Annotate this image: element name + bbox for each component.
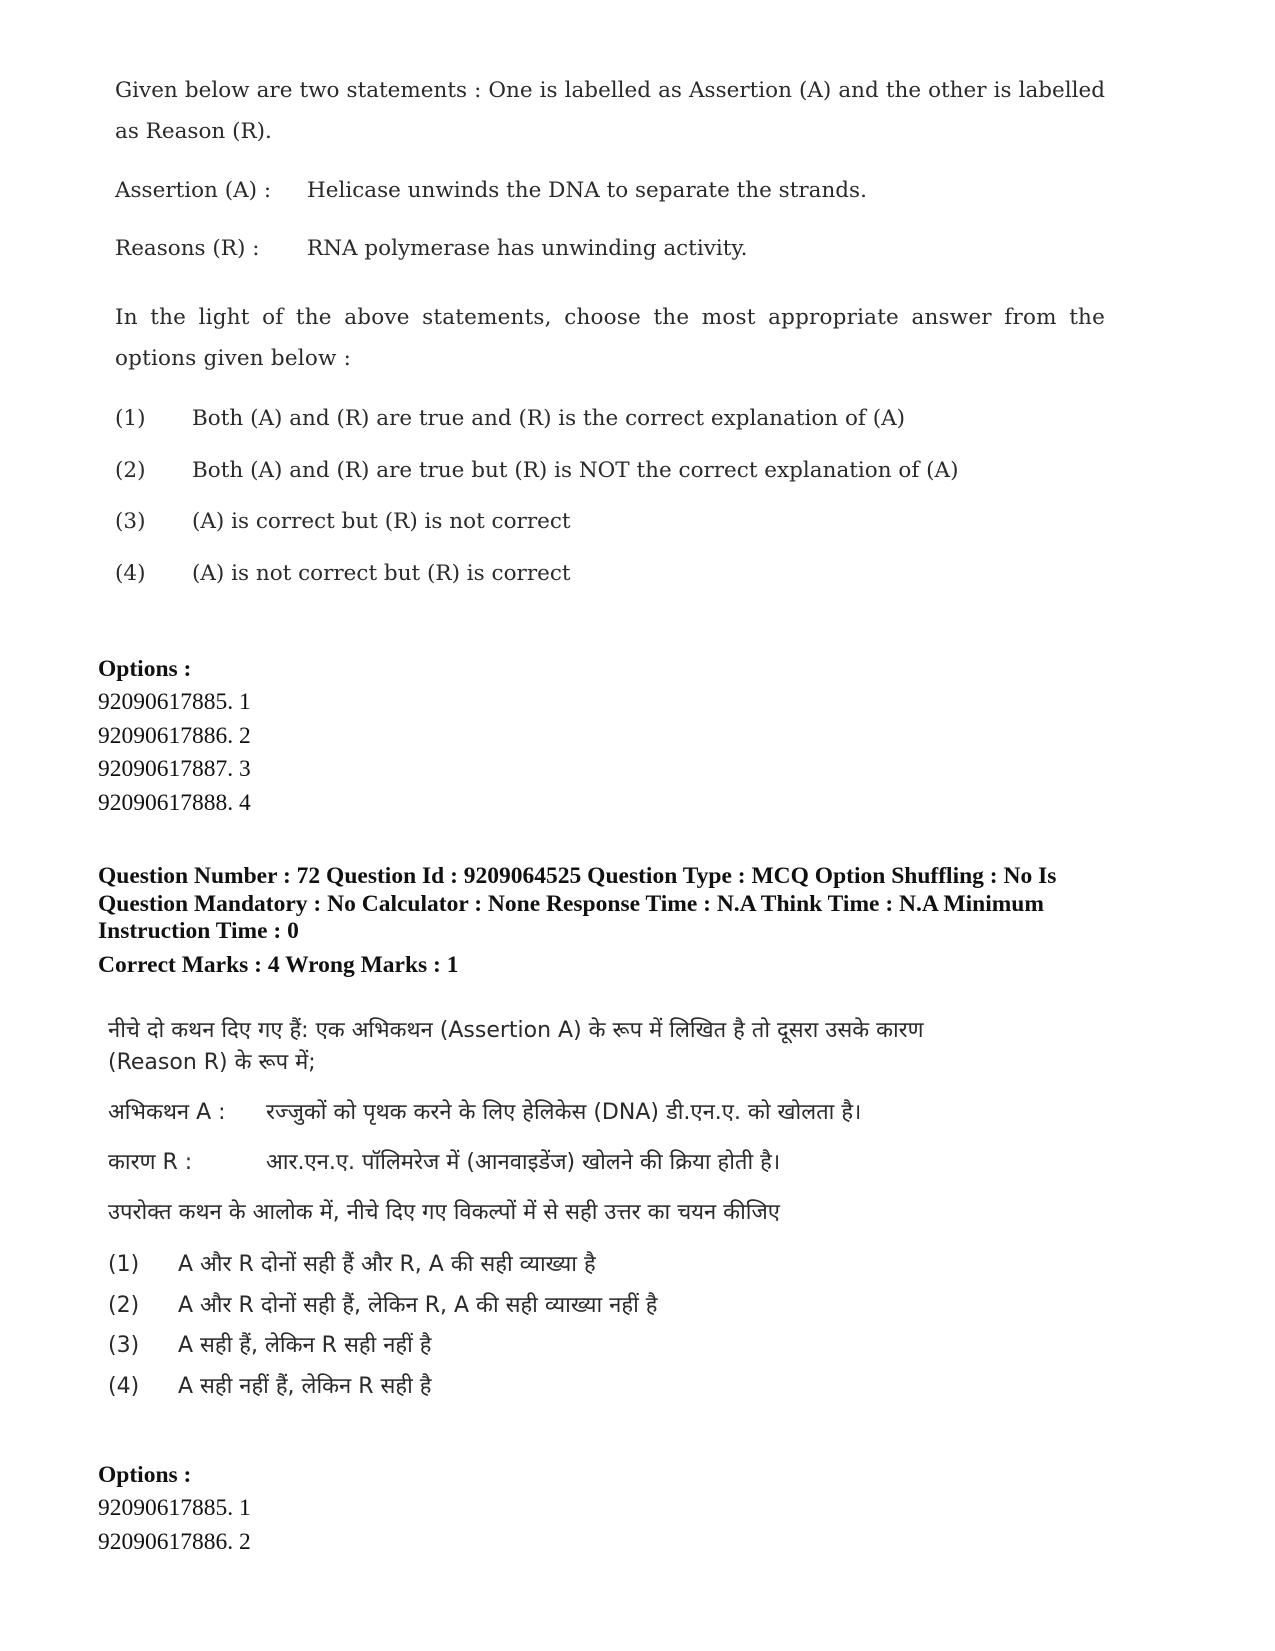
option-id: 92090617885. 1 — [98, 689, 251, 715]
choice-number: (3) — [108, 1333, 140, 1358]
q72-meta — [98, 863, 1148, 979]
q71-choice — [115, 507, 1105, 559]
q72-marks: Correct Marks : 4 Wrong Marks : 1 — [98, 951, 459, 978]
options-heading: Options : — [98, 656, 192, 682]
q72-choice-list — [108, 1249, 1108, 1411]
q71-options — [98, 652, 251, 820]
choice-number: (1) — [108, 1252, 140, 1277]
option-id: 92090617887. 3 — [98, 756, 251, 782]
q72-choice — [108, 1330, 1108, 1371]
q71-question-text: In the light of the above statements, choose the most appropriate answer from the options given below : — [115, 305, 1105, 371]
q72-choice — [108, 1371, 1108, 1412]
option-id: 92090617885. 1 — [98, 1495, 251, 1521]
choice-text: A और R दोनों सही हैं, लेकिन R, A की सही व्याख्या नहीं है — [178, 1292, 658, 1318]
choice-number: (2) — [115, 457, 146, 483]
choice-number: (3) — [115, 509, 146, 534]
q71-choice — [115, 559, 1105, 611]
q72-meta-line: Question Mandatory : No Calculator : None Response Time : N.A Think Time : N.A Minimum — [98, 890, 1044, 917]
q72-choice — [108, 1290, 1108, 1331]
q71-intro: Given below are two statements : One is labelled as Assertion (A) and the other is labelled as Reason (R). — [115, 78, 1105, 144]
q72-assertion-label: अभिकथन A : — [108, 1100, 226, 1125]
choice-text: A सही नहीं हैं, लेकिन R सही है — [178, 1373, 432, 1399]
q71-assertion-text: Helicase unwinds the DNA to separate the strands. — [307, 178, 867, 203]
q72-assertion — [108, 1097, 1108, 1129]
q71-reason-text: RNA polymerase has unwinding activity. — [307, 236, 748, 261]
q72-choice — [108, 1249, 1108, 1290]
q72-reason-label: कारण R : — [108, 1150, 193, 1175]
choice-text: A और R दोनों सही हैं और R, A की सही व्याख्या है — [178, 1252, 596, 1277]
q72-meta-line: Instruction Time : 0 — [98, 918, 299, 944]
choice-text: (A) is not correct but (R) is correct — [192, 560, 571, 586]
q71-reason-label: Reasons (R) : — [115, 236, 260, 261]
choice-number: (1) — [115, 406, 146, 431]
option-id: 92090617888. 4 — [98, 789, 251, 816]
options-heading: Options : — [98, 1462, 192, 1488]
q72-assertion-text: रज्जुकों को पृथक करने के लिए हेलिकेस (DNA) डी.एन.ए. को खोलता है। — [266, 1100, 862, 1125]
q71-assertion-label: Assertion (A) : — [115, 178, 272, 203]
choice-number: (4) — [108, 1373, 140, 1399]
choice-text: Both (A) and (R) are true but (R) is NOT the correct explanation of (A) — [192, 457, 959, 483]
option-id: 92090617886. 2 — [98, 1528, 251, 1555]
choice-text: Both (A) and (R) are true and (R) is the correct explanation of (A) — [192, 406, 906, 431]
q72-reason — [108, 1147, 1108, 1179]
q71-reason — [115, 234, 1105, 264]
q71-assertion — [115, 176, 1105, 206]
choice-text: A सही हैं, लेकिन R सही नहीं है — [178, 1333, 432, 1358]
q72-reason-text: आर.एन.ए. पॉलिमरेज में (आनवाइडेंज) खोलने की क्रिया होती है। — [266, 1150, 781, 1175]
q72-intro-line: (Reason R) के रूप में; — [108, 1050, 316, 1075]
choice-text: (A) is correct but (R) is not correct — [192, 509, 571, 534]
q71-choice — [115, 404, 1105, 456]
q72-question-text: उपरोक्त कथन के आलोक में, नीचे दिए गए विकल्पों में से सही उत्तर का चयन कीजिए — [108, 1200, 780, 1225]
choice-number: (4) — [115, 560, 146, 586]
q71-question-image — [115, 70, 1105, 610]
q71-choice-list — [115, 404, 1105, 610]
choice-number: (2) — [108, 1292, 140, 1318]
q71-choice — [115, 456, 1105, 508]
option-id: 92090617886. 2 — [98, 722, 251, 749]
q72-options — [98, 1458, 251, 1559]
q72-meta-line: Question Number : 72 Question Id : 9209064525 Question Type : MCQ Option Shuffling : No Is — [98, 863, 1057, 889]
q72-intro-line: नीचे दो कथन दिए गए हैं: एक अभिकथन (Assertion A) के रूप में लिखित है तो दूसरा उसके कारण — [108, 1018, 924, 1043]
q72-question-image — [108, 1015, 1108, 1411]
